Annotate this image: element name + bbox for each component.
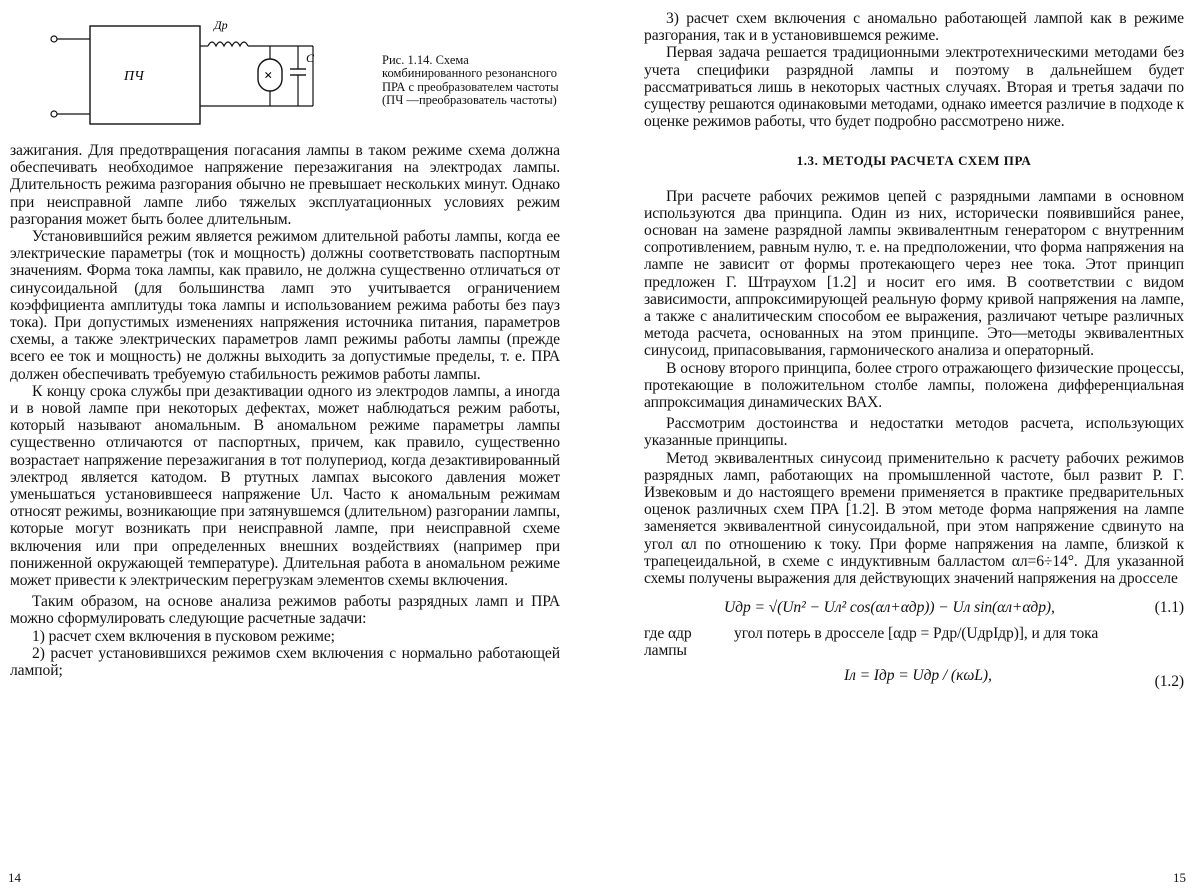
- figure-caption: Рис. 1.14. Схема комбинированного резонансного ПРА с преобразователем частоты (ПЧ —преобразователь частоты): [382, 53, 559, 108]
- left-body-text: [10, 142, 560, 679]
- paragraph: Метод эквивалентных синусоид применительно к расчету рабочих режимов разрядных ламп, работающих на промышленной частоте, был развит Р. Г. Извековым и до настоящего времени применяется в практике предварительных оценок различных схем ПРА [1.2]. В этом методе форма напряжения на лампе заменяется эквивалентной синусоидальной, при этом напряжение сдвинуто на угол αл по отношению к току. При форме напряжения на лампе, близкой к трапецеидальной, в схеме с индуктивным балластом αл=6÷14°. Для указанной схемы получены выражения для действующих значений напряжения на дросселе: [644, 449, 1184, 588]
- paragraph: Первая задача решается традиционными электротехническими методами без учета специфики разрядной лампы и поэтому в дальнейшем будет рассматриваться лишь в некоторых частных случаях. Вторая и третья задачи по существу решаются одинаковыми методами, однако имеется различие в подходе к оценке режимов работы, что будет подробно рассмотрено ниже.: [644, 44, 1184, 131]
- page-number: 15: [1173, 870, 1186, 885]
- formula-explanation: [644, 625, 1184, 659]
- paragraph: зажигания. Для предотвращения погасания лампы в таком режиме схема должна обеспечивать необходимое напряжение перезажигания на электродах лампы. Длительность режима разгорания обычно не превышает нескольких минут. Однако при неисправной лампе либо тяжелых эксплуатационных условиях режим разгорания может быть более длительным.: [10, 142, 560, 228]
- paragraph: К концу срока службы при дезактивации одного из электродов лампы, а иногда и в новой лампе при некоторых дефектах, может наблюдаться режим работы, который называют аномальным. В аномальном режиме параметры лампы существенно отличаются от паспортных, причем, как правило, существенно возрастает напряжение перезажигания в тот полупериод, когда дезактивированный электрод является катодом. В ртутных лампах высокого давления может уменьшаться установившееся напряжение Uл. Часто к аномальным режимам относят режимы, возникающие при затянувшемся (длительном) разгорании лампы, которые могут возникать при неисправной лампе, при неисправной схеме включения или при определенных внешних воздействиях (например при пониженной окружающей температуре). Длительная работа в аномальном режиме может привести к электрическим перегрузкам элементов схемы включения.: [10, 382, 560, 590]
- right-page: [600, 0, 1200, 892]
- section-title: 1.3. МЕТОДЫ РАСЧЕТА СХЕМ ПРА: [796, 153, 1032, 169]
- formula-1-1: [644, 593, 1184, 623]
- formula-1-2: [644, 667, 1184, 697]
- equation-number: (1.2): [1154, 673, 1184, 691]
- list-item: 2) расчет установившихся режимов схем включения с нормально работающей лампой;: [10, 644, 560, 680]
- paragraph: При расчете рабочих режимов цепей с разрядными лампами в основном используются два принципа. Один из них, исторически появившийся ранее, основан на замене разрядной лампы эквивалентным генератором с внутренним сопротивлением, равным нулю, т. е. на предположении, что форма напряжения на лампе не зависит от формы протекающего через нее тока. Этот принцип предложен Г. Штраухом [1.2] и носит его имя. В соответствии с видом зависимости, аппроксимирующей реальную форму кривой напряжения на лампе, а также с аналитическим способом ее выражения, различают четыре различных метода расчета, основанных на этом принципе. Это—методы эквивалентных синусоид, припасовывания, гармонического анализа и операторный.: [644, 187, 1184, 360]
- where-text: угол потерь в дросселе [αдр = Pдр/(UдрIдр)], и для тока: [734, 625, 1099, 643]
- circuit-figure: [28, 14, 583, 144]
- formula-expression: Iл = Iдр = Uдр / (κωL),: [844, 667, 992, 685]
- equation-number: (1.1): [1154, 599, 1184, 617]
- paragraph: Установившийся режим является режимом длительной работы лампы, когда ее электрические параметры (ток и мощность) должны соответствовать паспортным значениям. Форма тока лампы, как правило, не должна существенно отличаться от синусоидальной (для большинства ламп это учитывается ограничением коэффициента амплитуды тока лампы и использованием режима работы без пауз тока). При допустимых изменениях напряжения источника питания, параметров схемы, а также электрических параметров ламп режимы работы лампы (прежде всего ее ток и мощность) не должны выходить за допустимые пределы, т. е. ПРА должен обеспечивать требуемую стабильность режимов работы лампы.: [10, 228, 560, 383]
- lamp-word: лампы: [644, 642, 687, 660]
- capacitor-label: С: [306, 51, 315, 65]
- where-label: где αдр: [644, 625, 692, 643]
- list-item: 1) расчет схем включения в пусковом режиме;: [32, 627, 335, 645]
- list-item: 3) расчет схем включения с аномально работающей лампой как в режиме разгорания, так и в установившемся режиме.: [644, 10, 1184, 45]
- circuit-diagram: [28, 14, 368, 139]
- lamp-symbol: ×: [264, 68, 273, 84]
- page-number: 14: [8, 870, 21, 885]
- formula-expression: Uдр = √(Uп² − Uл² cos(αл+αдр)) − Uл sin(αл+αдр),: [724, 599, 1055, 617]
- converter-label: ПЧ: [124, 69, 144, 84]
- right-body-text: [644, 10, 1184, 699]
- paragraph: В основу второго принципа, более строго отражающего физические процессы, протекающие в положительном столбе лампы, положена дифференциальная аппроксимация динамических ВАХ.: [644, 359, 1184, 412]
- choke-label: Др: [214, 18, 228, 32]
- paragraph: Таким образом, на основе анализа режимов работы разрядных ламп и ПРА можно сформулировать следующие расчетные задачи:: [10, 593, 560, 628]
- paragraph: Рассмотрим достоинства и недостатки методов расчета, использующих указанные принципы.: [644, 415, 1184, 450]
